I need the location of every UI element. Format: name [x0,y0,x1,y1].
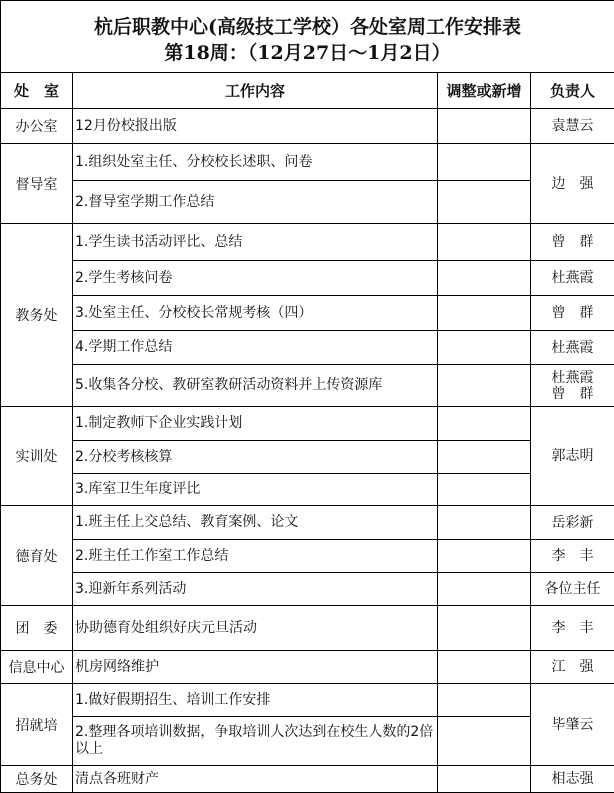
department-name: 督导室 [1,144,73,224]
task-content: 协助德育处组织好庆元旦活动 [73,606,438,651]
department-name: 信息中心 [1,651,73,684]
header-dept: 处 室 [1,73,73,109]
task-content: 5.收集各分校、教研室教研活动资料并上传资源库 [73,365,438,407]
task-content: 1.班主任上交总结、教育案例、论文 [73,506,438,540]
task-owner: 曾 群 [531,224,614,261]
task-adjustment [438,684,531,717]
table-row [1,717,614,766]
table-row [1,540,614,573]
task-content: 4.学期工作总结 [73,331,438,365]
task-adjustment [438,181,531,224]
task-content: 机房网络维护 [73,651,438,684]
task-content: 3.库室卫生年度评比 [73,474,438,506]
table-row [1,365,614,407]
header-row [1,73,614,109]
task-content: 1.组织处室主任、分校校长述职、问卷 [73,144,438,181]
task-content: 1.做好假期招生、培训工作安排 [73,684,438,717]
table-row [1,606,614,651]
task-adjustment [438,224,531,261]
table-row [1,296,614,331]
task-content: 1.制定教师下企业实践计划 [73,407,438,441]
task-adjustment [438,441,531,474]
department-owner: 相志强 [531,766,614,793]
task-owner: 李 丰 [531,540,614,573]
task-content: 1.学生读书活动评比、总结 [73,224,438,261]
task-adjustment [438,540,531,573]
task-owner: 岳彩新 [531,506,614,540]
task-content: 3.迎新年系列活动 [73,573,438,606]
task-adjustment [438,109,531,144]
task-adjustment [438,261,531,296]
header-content: 工作内容 [73,73,438,109]
task-content: 2.班主任工作室工作总结 [73,540,438,573]
title-row [1,1,614,73]
task-adjustment [438,606,531,651]
table-row [1,261,614,296]
header-adjust: 调整或新增 [438,73,531,109]
department-owner: 袁慧云 [531,109,614,144]
task-adjustment [438,506,531,540]
task-adjustment [438,365,531,407]
table-row [1,474,614,506]
task-adjustment [438,144,531,181]
table-title [1,1,614,73]
department-owner: 边 强 [531,144,614,224]
task-adjustment [438,407,531,441]
department-owner: 李 丰 [531,606,614,651]
task-content: 2.学生考核问卷 [73,261,438,296]
table-row [1,506,614,540]
task-content: 3.处室主任、分校校长常规考核（四） [73,296,438,331]
table-row [1,766,614,793]
table-row [1,109,614,144]
title-line-2: 第18周：（12月27日～1月2日） [1,40,614,66]
task-content: 12月份校报出版 [73,109,438,144]
task-content: 2.整理各项培训数据，争取培训人次达到在校生人数的2倍以上 [73,717,438,766]
task-content: 2.督导室学期工作总结 [73,181,438,224]
task-content: 2.分校考核核算 [73,441,438,474]
table-row [1,573,614,606]
department-name: 办公室 [1,109,73,144]
task-adjustment [438,331,531,365]
task-adjustment [438,651,531,684]
header-owner: 负责人 [531,73,614,109]
task-owner: 曾 群 [531,296,614,331]
task-owner: 各位主任 [531,573,614,606]
table-row [1,331,614,365]
table-row [1,407,614,441]
department-name: 实训处 [1,407,73,506]
department-name: 招就培 [1,684,73,766]
department-owner: 郭志明 [531,407,614,506]
task-owner: 杜燕霞 [531,261,614,296]
department-name: 教务处 [1,224,73,407]
department-owner: 江 强 [531,651,614,684]
table-row [1,224,614,261]
task-content: 清点各班财产 [73,766,438,793]
department-owner: 毕肇云 [531,684,614,766]
department-name: 团 委 [1,606,73,651]
table-row [1,181,614,224]
department-name: 德育处 [1,506,73,606]
title-line-1: 杭后职教中心(高级技工学校）各处室周工作安排表 [1,14,614,40]
task-adjustment [438,573,531,606]
task-adjustment [438,717,531,766]
department-name: 总务处 [1,766,73,793]
task-owner: 杜燕霞 曾 群 [531,365,614,407]
task-adjustment [438,296,531,331]
task-adjustment [438,474,531,506]
table-row [1,441,614,474]
task-adjustment [438,766,531,793]
table-row [1,684,614,717]
table-row [1,144,614,181]
table-row [1,651,614,684]
task-owner: 杜燕霞 [531,331,614,365]
